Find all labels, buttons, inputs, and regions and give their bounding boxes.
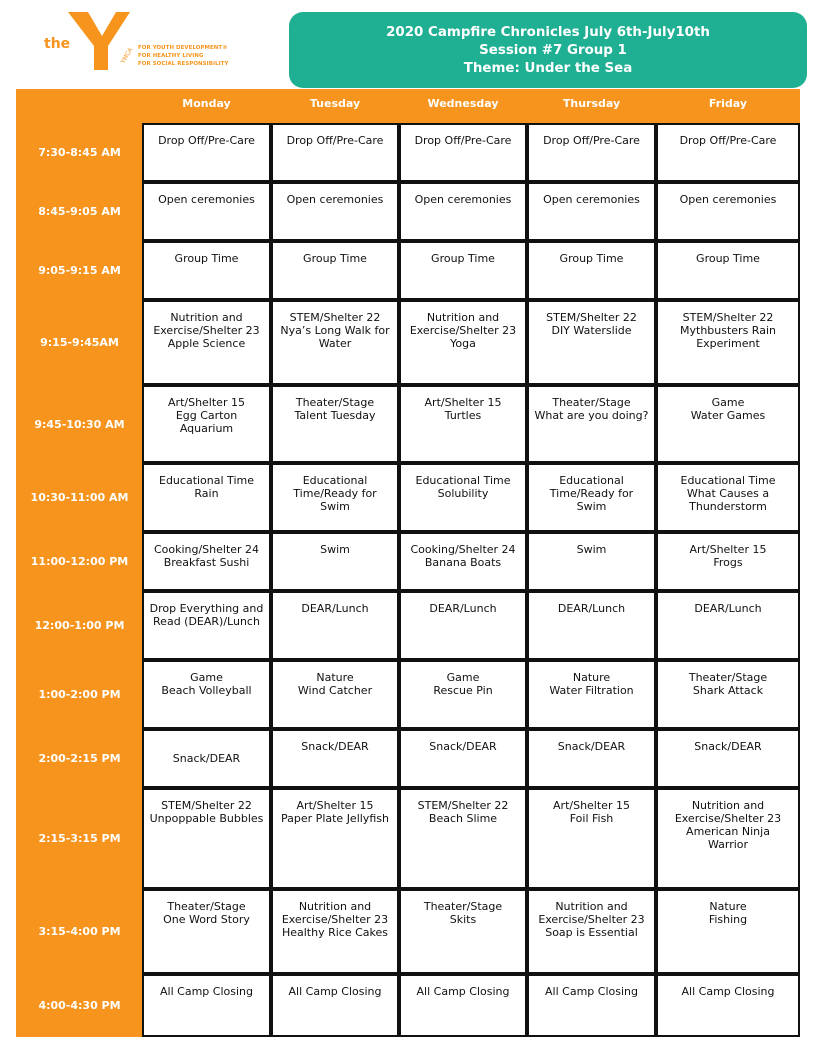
schedule-cell: Swim bbox=[529, 534, 654, 589]
time-slot-label: 4:00-4:30 PM bbox=[38, 999, 121, 1012]
schedule-cell: Theater/Stage What are you doing? bbox=[529, 387, 654, 461]
schedule-cell: STEM/Shelter 22 Mythbusters Rain Experiment bbox=[658, 302, 798, 383]
time-slot-label: 2:15-3:15 PM bbox=[38, 832, 121, 845]
day-header-thursday: Thursday bbox=[562, 97, 621, 110]
schedule-cell: Open ceremonies bbox=[144, 184, 269, 239]
day-header-friday: Friday bbox=[708, 97, 748, 110]
schedule-cell: Nature Water Filtration bbox=[529, 662, 654, 727]
time-slot-label: 1:00-2:00 PM bbox=[38, 688, 121, 701]
schedule-cell: All Camp Closing bbox=[658, 976, 798, 1035]
schedule-cell: Open ceremonies bbox=[529, 184, 654, 239]
schedule-cell: All Camp Closing bbox=[144, 976, 269, 1035]
logo-tagline bbox=[138, 44, 229, 68]
schedule-cell: Art/Shelter 15 Foil Fish bbox=[529, 790, 654, 887]
schedule-cell: DEAR/Lunch bbox=[273, 593, 397, 658]
schedule-cell: Group Time bbox=[658, 243, 798, 298]
schedule-cell: Educational Time What Causes a Thunderstorm bbox=[658, 465, 798, 530]
day-header-tuesday: Tuesday bbox=[309, 97, 361, 110]
title-line-1: 2020 Campfire Chronicles July 6th-July10th bbox=[386, 25, 710, 40]
day-header-monday: Monday bbox=[182, 97, 231, 110]
schedule-cell: Art/Shelter 15 Paper Plate Jellyfish bbox=[273, 790, 397, 887]
schedule-cell: Educational Time Solubility bbox=[401, 465, 525, 530]
time-slot-label: 3:15-4:00 PM bbox=[38, 925, 121, 938]
schedule-cell: STEM/Shelter 22 Nya’s Long Walk for Water bbox=[273, 302, 397, 383]
schedule-cell: Open ceremonies bbox=[273, 184, 397, 239]
time-slot-label: 7:30-8:45 AM bbox=[38, 146, 121, 159]
schedule-cell: STEM/Shelter 22 Beach Slime bbox=[401, 790, 525, 887]
schedule-cell: Snack/DEAR bbox=[529, 731, 654, 786]
schedule-cell: Nutrition and Exercise/Shelter 23 Healthy Rice Cakes bbox=[273, 891, 397, 972]
schedule-cell: Drop Off/Pre-Care bbox=[273, 125, 397, 180]
schedule-cell: Theater/Stage Shark Attack bbox=[658, 662, 798, 727]
schedule-cell: Game Beach Volleyball bbox=[144, 662, 269, 727]
time-slot-label: 12:00-1:00 PM bbox=[34, 619, 125, 632]
schedule-cell: Nutrition and Exercise/Shelter 23 Apple Science bbox=[144, 302, 269, 383]
schedule-cell: STEM/Shelter 22 Unpoppable Bubbles bbox=[144, 790, 269, 887]
schedule-cell: All Camp Closing bbox=[273, 976, 397, 1035]
schedule-cell: Drop Everything and Read (DEAR)/Lunch bbox=[144, 593, 269, 658]
schedule-cell: Art/Shelter 15 Egg Carton Aquarium bbox=[144, 387, 269, 461]
time-slot-label: 11:00-12:00 PM bbox=[30, 555, 129, 568]
schedule-cell: Educational Time/Ready for Swim bbox=[529, 465, 654, 530]
schedule-cell: Drop Off/Pre-Care bbox=[401, 125, 525, 180]
schedule-cell: Cooking/Shelter 24 Breakfast Sushi bbox=[144, 534, 269, 589]
schedule-cell: Nutrition and Exercise/Shelter 23 American Ninja Warrior bbox=[658, 790, 798, 887]
schedule-cell: Snack/DEAR bbox=[144, 731, 269, 786]
schedule-cell: DEAR/Lunch bbox=[658, 593, 798, 658]
schedule-cell: Nutrition and Exercise/Shelter 23 Yoga bbox=[401, 302, 525, 383]
tagline-line: FOR SOCIAL RESPONSIBILITY bbox=[138, 61, 229, 67]
schedule-cell: Nutrition and Exercise/Shelter 23 Soap is Essential bbox=[529, 891, 654, 972]
weekly-schedule bbox=[16, 89, 800, 1037]
schedule-cell: Game Water Games bbox=[658, 387, 798, 461]
schedule-cell: Art/Shelter 15 Frogs bbox=[658, 534, 798, 589]
schedule-cell: Nature Fishing bbox=[658, 891, 798, 972]
logo-word: the bbox=[44, 36, 71, 52]
title-line-3: Theme: Under the Sea bbox=[463, 61, 633, 76]
schedule-cell: Group Time bbox=[273, 243, 397, 298]
time-slot-label: 9:45-10:30 AM bbox=[34, 417, 125, 431]
schedule-cell: STEM/Shelter 22 DIY Waterslide bbox=[529, 302, 654, 383]
tagline-line: FOR HEALTHY LIVING bbox=[138, 53, 204, 59]
schedule-cell: Educational Time/Ready for Swim bbox=[273, 465, 397, 530]
schedule-cell: Drop Off/Pre-Care bbox=[144, 125, 269, 180]
schedule-cell: Drop Off/Pre-Care bbox=[658, 125, 798, 180]
schedule-cell: Group Time bbox=[144, 243, 269, 298]
schedule-cell: Cooking/Shelter 24 Banana Boats bbox=[401, 534, 525, 589]
time-slot-label: 8:45-9:05 AM bbox=[38, 205, 121, 218]
schedule-cell: Theater/Stage Talent Tuesday bbox=[273, 387, 397, 461]
schedule-cell: DEAR/Lunch bbox=[529, 593, 654, 658]
title-line-2: Session #7 Group 1 bbox=[479, 43, 627, 58]
schedule-cell: Art/Shelter 15 Turtles bbox=[401, 387, 525, 461]
schedule-cell: DEAR/Lunch bbox=[401, 593, 525, 658]
time-slot-label: 9:05-9:15 AM bbox=[38, 264, 121, 277]
schedule-cell: Educational Time Rain bbox=[144, 465, 269, 530]
schedule-cell: Snack/DEAR bbox=[273, 731, 397, 786]
schedule-cell: All Camp Closing bbox=[529, 976, 654, 1035]
schedule-grid bbox=[142, 123, 800, 1037]
time-slot-label: 10:30-11:00 AM bbox=[30, 491, 129, 504]
ymca-y-icon bbox=[66, 10, 136, 72]
schedule-cell: Group Time bbox=[401, 243, 525, 298]
title-banner bbox=[289, 12, 807, 88]
schedule-cell: All Camp Closing bbox=[401, 976, 525, 1035]
schedule-cell: Open ceremonies bbox=[401, 184, 525, 239]
schedule-cell: Group Time bbox=[529, 243, 654, 298]
schedule-cell: Nature Wind Catcher bbox=[273, 662, 397, 727]
tagline-line: FOR YOUTH DEVELOPMENT® bbox=[138, 45, 228, 51]
schedule-cell: Open ceremonies bbox=[658, 184, 798, 239]
logo-ymca-text: YMCA bbox=[119, 46, 135, 65]
day-header-wednesday: Wednesday bbox=[427, 97, 499, 110]
logo-y-letter: Y bbox=[66, 10, 67, 11]
schedule-cell: Drop Off/Pre-Care bbox=[529, 125, 654, 180]
schedule-cell: Snack/DEAR bbox=[658, 731, 798, 786]
time-slot-label: 2:00-2:15 PM bbox=[38, 752, 121, 765]
schedule-cell: Game Rescue Pin bbox=[401, 662, 525, 727]
schedule-cell: Theater/Stage Skits bbox=[401, 891, 525, 972]
ymca-logo bbox=[44, 10, 244, 76]
schedule-cell: Snack/DEAR bbox=[401, 731, 525, 786]
schedule-cell: Theater/Stage One Word Story bbox=[144, 891, 269, 972]
time-slot-label: 9:15-9:45AM bbox=[40, 336, 119, 349]
schedule-cell: Swim bbox=[273, 534, 397, 589]
